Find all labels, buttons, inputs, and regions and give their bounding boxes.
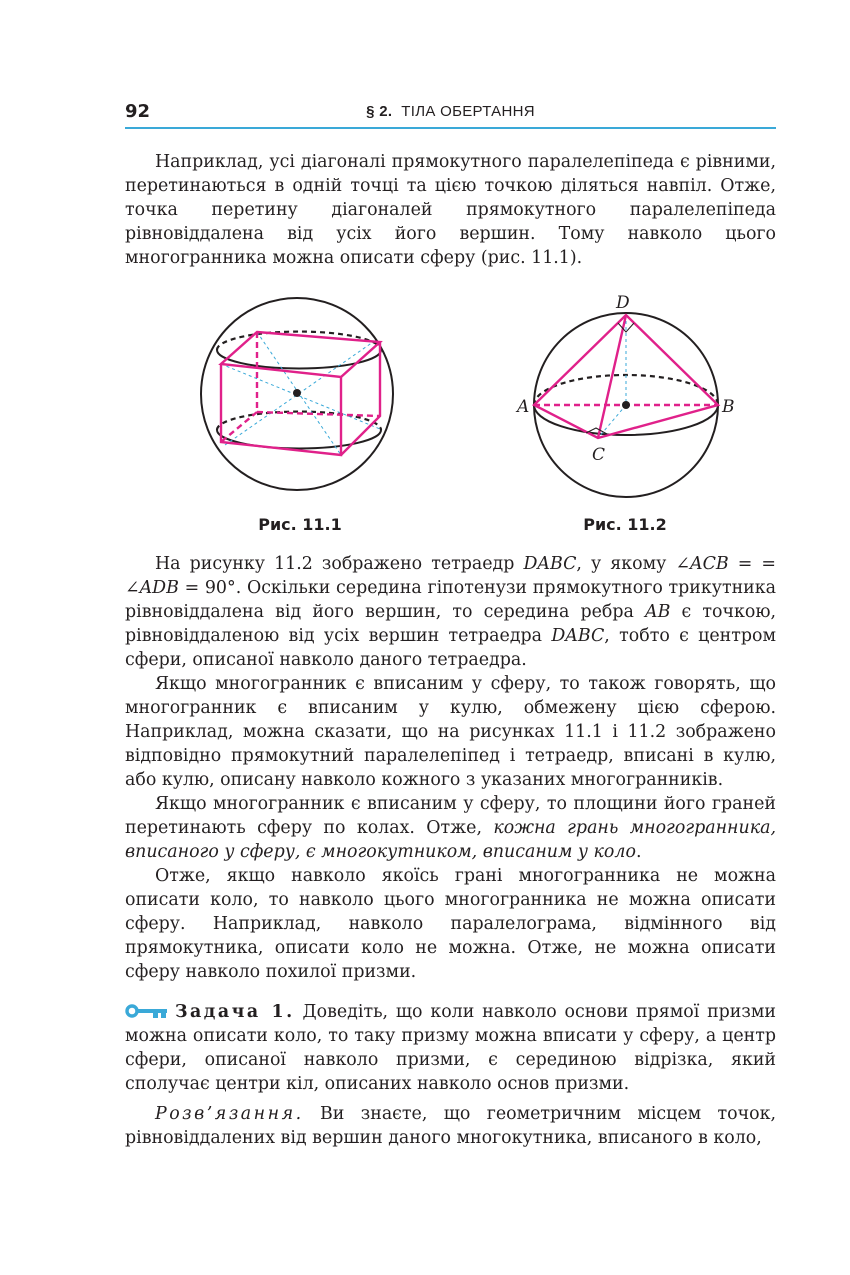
figure-11-1-caption: Рис. 11.1 <box>258 515 342 534</box>
page-header <box>125 101 776 129</box>
problem-1 <box>125 1000 776 1096</box>
center-point <box>622 401 630 409</box>
problem-text: Доведіть, що коли навколо основи прямої призми можна описати коло, то таку призму можна вписати у сферу, а центр сфери, описаної навколо призми, є серединою відрізка, який сполучає центри кіл, описаних навколо основ призми. <box>125 1002 776 1094</box>
paragraph-3: Якщо многогранник є вписаним у сферу, то також говорять, що многогранник є вписаним у кулю, обмежену цією сферою. Наприклад, можна сказати, що на рисунках 11.1 і 11.2 зображено відповідно прямокутний паралелепіпед і тетраедр, вписані в кулю, або кулю, описану навколо кожного з указаних многогранників. <box>125 674 776 790</box>
section-name: ТІЛА ОБЕРТАННЯ <box>401 103 535 120</box>
solution <box>125 1102 776 1150</box>
key-icon <box>125 1003 169 1019</box>
intro-text <box>125 150 776 270</box>
label-c: C <box>592 445 606 465</box>
section-mark: § 2. <box>366 103 393 120</box>
label-a: A <box>517 397 530 417</box>
label-b: B <box>722 397 735 417</box>
box-front-face <box>221 364 341 455</box>
problem-label: Задача 1. <box>175 1002 295 1022</box>
edge-dc <box>598 315 626 438</box>
page-number: 92 <box>125 101 151 122</box>
solution-label: Розв’язання. <box>155 1104 304 1124</box>
figure-11-2-caption: Рис. 11.2 <box>583 515 667 534</box>
center-point <box>293 389 301 397</box>
paragraph-5: Отже, якщо навколо якоїсь грані многогранника не можна описати коло, то навколо цього многогранника не можна описати сферу. Наприклад, навколо паралелограма, відмінного від прямокутника, описати коло не можна. Отже, не можна описати сферу навколо похилої призми. <box>125 866 776 982</box>
label-d: D <box>616 293 630 313</box>
paragraph-1: Наприклад, усі діагоналі прямокутного паралелепіпеда є рівними, перетинаються в одній точці та цією точкою діляться навпіл. Отже, точка перетину діагоналей прямокутного паралелепіпеда рівновіддалена від усіх його вершин. Тому навколо цього многогранника можна описати сферу (рис. 11.1). <box>125 152 776 268</box>
body-text <box>125 552 776 984</box>
figure-11-2 <box>510 288 740 498</box>
paragraph-2: На рисунку 11.2 зображено тетраедр DABC, у якому ∠ACB = = ∠ADB = 90°. Оскільки середина гіпотенузи прямокутного трикутника рівновіддалена від його вершин, то середина ребра AB є точкою, рівновіддаленою від усіх вершин тетраедра DABC, тобто є центром сфери, описаної навколо даного тетраедра. <box>125 554 776 670</box>
section-title <box>125 103 776 120</box>
paragraph-4: Якщо многогранник є вписаним у сферу, то площини його граней перетинають сферу по колах. Отже, кожна грань многогранника, вписаного у сферу, є многокутником, вписаним у коло. <box>125 794 776 862</box>
solution-text: Ви знаєте, що геометричним місцем точок, рівновіддалених від вершин даного многокутника, вписаного в коло, <box>125 1104 776 1148</box>
box-top-face <box>221 332 380 377</box>
figure-11-1 <box>195 292 415 512</box>
problem-block <box>125 1000 776 1150</box>
